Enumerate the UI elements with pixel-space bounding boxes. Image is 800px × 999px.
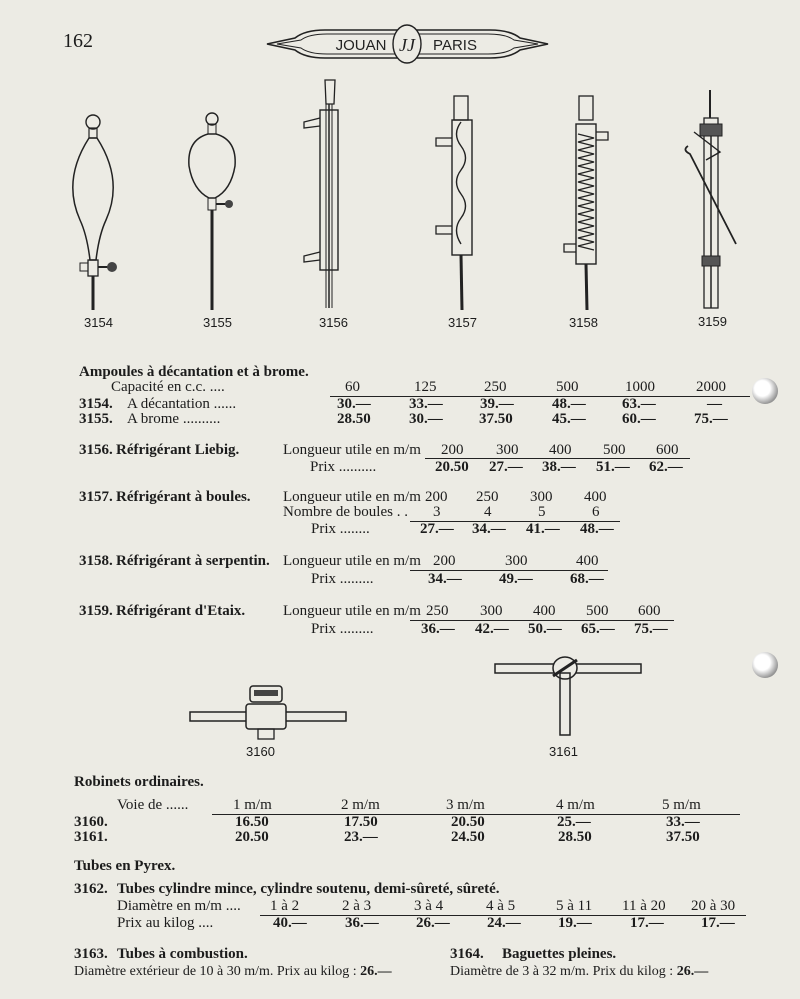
boules-title: Réfrigérant à boules.	[116, 489, 251, 505]
diam-1: 1 à 2	[270, 898, 300, 914]
boules-price-300: 41.—	[526, 521, 560, 537]
row-label-3155: A brome ..........	[127, 411, 221, 427]
price-3155-2000: 75.—	[694, 411, 728, 427]
boules-prix-label: Prix ........	[311, 521, 370, 537]
coil-condenser-figure	[560, 94, 620, 316]
ampoules-heading: Ampoules à décantation et à brome.	[79, 364, 309, 380]
liebig-price-600: 62.—	[649, 459, 683, 475]
figure-label-3154: 3154	[84, 315, 113, 330]
capacity-60: 60	[345, 379, 360, 395]
boules-count-4: 4	[484, 504, 492, 520]
price-3155-500: 45.—	[552, 411, 586, 427]
capacity-label: Capacité en c.c. ....	[111, 379, 225, 395]
voie-label: Voie de ......	[117, 797, 189, 813]
diam-6: 11 à 20	[622, 898, 666, 914]
serpentin-price-200: 34.—	[428, 571, 462, 587]
logo-monogram: JJ	[399, 35, 415, 55]
boules-length-400: 400	[584, 489, 607, 505]
serpentin-length-200: 200	[433, 553, 456, 569]
diam-4: 4 à 5	[486, 898, 516, 914]
price-3154-500: 48.—	[552, 396, 586, 412]
tube-price-1: 40.—	[273, 915, 307, 931]
price-3155-60: 28.50	[337, 411, 371, 427]
price-3161-2: 23.—	[344, 829, 378, 845]
baguettes-price: 26.—	[676, 964, 709, 979]
etaix-price-600: 75.—	[634, 621, 668, 637]
price-3155-125: 30.—	[409, 411, 443, 427]
voie-4: 4 m/m	[556, 797, 595, 813]
price-3160-4: 25.—	[557, 814, 591, 830]
price-3160-3: 20.50	[451, 814, 485, 830]
liebig-price-500: 51.—	[596, 459, 630, 475]
etaix-price-300: 42.—	[475, 621, 509, 637]
figure-label-3155: 3155	[203, 315, 232, 330]
diam-7: 20 à 30	[691, 898, 736, 914]
price-3155-1000: 60.—	[622, 411, 656, 427]
serpentin-price-300: 49.—	[499, 571, 533, 587]
tubes-code: 3162.	[74, 881, 108, 897]
bromine-funnel-figure	[185, 110, 245, 315]
boules-count-5: 5	[538, 504, 546, 520]
capacity-250: 250	[484, 379, 507, 395]
etaix-length-300: 300	[480, 603, 503, 619]
boules-length-label: Longueur utile en m/m	[283, 489, 421, 505]
serpentin-code: 3158.	[79, 553, 113, 569]
tube-price-3: 26.—	[416, 915, 450, 931]
baguettes-code: 3164.	[450, 946, 484, 962]
capacity-500: 500	[556, 379, 579, 395]
page-number: 162	[63, 30, 93, 52]
price-3154-1000: 63.—	[622, 396, 656, 412]
liebig-condenser-figure	[298, 78, 358, 313]
serpentin-price-400: 68.—	[570, 571, 604, 587]
liebig-length-600: 600	[656, 442, 679, 458]
liebig-length-500: 500	[603, 442, 626, 458]
serpentin-length-400: 400	[576, 553, 599, 569]
liebig-length-400: 400	[549, 442, 572, 458]
figure-label-3160: 3160	[246, 744, 275, 759]
etaix-length-600: 600	[638, 603, 661, 619]
figure-label-3158: 3158	[569, 315, 598, 330]
baguettes-desc: Diamètre de 3 à 32 m/m. Prix du kilog : 26.—	[450, 964, 709, 979]
etaix-code: 3159.	[79, 603, 113, 619]
price-3160-5: 33.—	[666, 814, 700, 830]
voie-5: 5 m/m	[662, 797, 701, 813]
etaix-condenser-figure	[680, 88, 745, 310]
serpentin-length-300: 300	[505, 553, 528, 569]
voie-3: 3 m/m	[446, 797, 485, 813]
boules-length-300: 300	[530, 489, 553, 505]
etaix-title: Réfrigérant d'Etaix.	[116, 603, 246, 619]
diam-5: 5 à 11	[556, 898, 593, 914]
price-3154-250: 39.—	[480, 396, 514, 412]
separatory-funnel-figure	[60, 110, 130, 315]
liebig-code: 3156.	[79, 442, 113, 458]
binder-ring-lower	[752, 652, 778, 678]
capacity-125: 125	[414, 379, 437, 395]
diam-3: 3 à 4	[414, 898, 444, 914]
figure-label-3161: 3161	[549, 744, 578, 759]
boules-code: 3157.	[79, 489, 113, 505]
diam-2: 2 à 3	[342, 898, 372, 914]
etaix-price-500: 65.—	[581, 621, 615, 637]
boules-price-250: 34.—	[472, 521, 506, 537]
etaix-length-label: Longueur utile en m/m	[283, 603, 421, 619]
liebig-length-200: 200	[441, 442, 464, 458]
price-3161-3: 24.50	[451, 829, 485, 845]
tube-price-5: 19.—	[558, 915, 592, 931]
figure-label-3159: 3159	[698, 314, 727, 329]
capacity-2000: 2000	[696, 379, 726, 395]
row-code-3160: 3160.	[74, 814, 108, 830]
row-label-3154: A décantation ......	[127, 396, 237, 412]
etaix-price-250: 36.—	[421, 621, 455, 637]
row-code-3161: 3161.	[74, 829, 108, 845]
combustion-price: 26.—	[360, 964, 392, 979]
liebig-price-300: 27.—	[489, 459, 523, 475]
price-3154-60: 30.—	[337, 396, 371, 412]
price-3155-250: 37.50	[479, 411, 513, 427]
tube-price-6: 17.—	[630, 915, 664, 931]
boules-count-label: Nombre de boules . .	[283, 504, 408, 520]
price-3154-2000: —	[707, 396, 722, 412]
etaix-length-250: 250	[426, 603, 449, 619]
serpentin-prix-label: Prix .........	[311, 571, 374, 587]
etaix-price-400: 50.—	[528, 621, 562, 637]
logo-paris: PARIS	[433, 37, 477, 54]
liebig-price-400: 38.—	[542, 459, 576, 475]
jouan-paris-logo	[265, 22, 550, 66]
price-3161-4: 28.50	[558, 829, 592, 845]
figure-label-3157: 3157	[448, 315, 477, 330]
combustion-code: 3163.	[74, 946, 108, 962]
boules-count-3: 3	[433, 504, 441, 520]
boules-length-200: 200	[425, 489, 448, 505]
three-way-stopcock-figure	[493, 652, 643, 737]
boules-count-6: 6	[592, 504, 600, 520]
boules-price-400: 48.—	[580, 521, 614, 537]
price-3161-1: 20.50	[235, 829, 269, 845]
figure-label-3156: 3156	[319, 315, 348, 330]
diameter-label: Diamètre en m/m ....	[117, 898, 241, 914]
tube-price-2: 36.—	[345, 915, 379, 931]
boules-length-250: 250	[476, 489, 499, 505]
price-3154-125: 33.—	[409, 396, 443, 412]
tube-price-4: 24.—	[487, 915, 521, 931]
tubes-heading: Tubes en Pyrex.	[74, 858, 176, 874]
baguettes-title: Baguettes pleines.	[502, 946, 617, 962]
combustion-desc: Diamètre extérieur de 10 à 30 m/m. Prix au kilog : 26.—	[74, 964, 392, 979]
boules-price-200: 27.—	[420, 521, 454, 537]
robinets-heading: Robinets ordinaires.	[74, 774, 204, 790]
liebig-length-label: Longueur utile en m/m	[283, 442, 421, 458]
voie-1: 1 m/m	[233, 797, 272, 813]
row-code-3154: 3154.	[79, 396, 113, 412]
tube-price-7: 17.—	[701, 915, 735, 931]
bulb-condenser-figure	[430, 94, 490, 316]
binder-ring-upper	[752, 378, 778, 404]
voie-2: 2 m/m	[341, 797, 380, 813]
tubes-title: Tubes cylindre mince, cylindre soutenu, demi-sûreté, sûreté.	[117, 881, 500, 897]
capacity-1000: 1000	[625, 379, 655, 395]
serpentin-title: Réfrigérant à serpentin.	[116, 553, 270, 569]
price-3161-5: 37.50	[666, 829, 700, 845]
row-code-3155: 3155.	[79, 411, 113, 427]
tubes-prix-label: Prix au kilog ....	[117, 915, 214, 931]
etaix-prix-label: Prix .........	[311, 621, 374, 637]
etaix-length-400: 400	[533, 603, 556, 619]
etaix-length-500: 500	[586, 603, 609, 619]
liebig-price-200: 20.50	[435, 459, 469, 475]
combustion-title: Tubes à combustion.	[117, 946, 248, 962]
price-3160-1: 16.50	[235, 814, 269, 830]
straight-stopcock-figure	[188, 682, 348, 742]
liebig-length-300: 300	[496, 442, 519, 458]
price-3160-2: 17.50	[344, 814, 378, 830]
logo-jouan: JOUAN	[335, 37, 387, 54]
liebig-prix-label: Prix ..........	[310, 459, 377, 475]
ampoules-rule	[330, 396, 750, 397]
serpentin-length-label: Longueur utile en m/m	[283, 553, 421, 569]
liebig-title: Réfrigérant Liebig.	[116, 442, 240, 458]
